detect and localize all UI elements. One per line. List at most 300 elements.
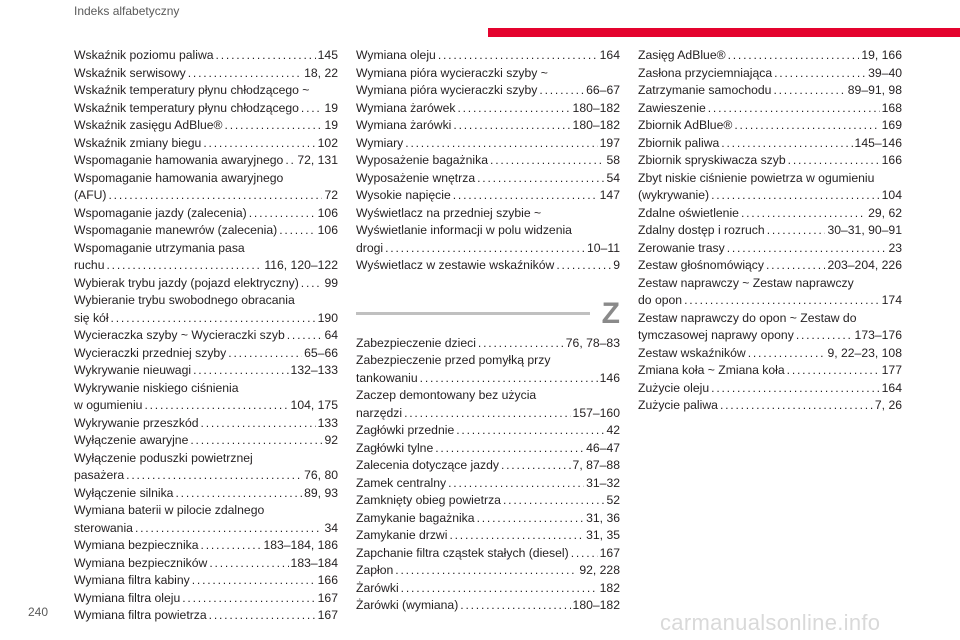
index-entry-page-ref: 46–47 bbox=[586, 440, 620, 455]
index-entry-page-ref: 180–182 bbox=[572, 118, 620, 132]
index-entry-page-ref: 169 bbox=[881, 118, 902, 132]
index-entry-term: Wspomaganie hamowania awaryjnego bbox=[74, 153, 284, 167]
index-entry-term: Zestaw naprawczy ~ Zestaw naprawczy bbox=[638, 275, 854, 290]
index-entry bbox=[638, 117, 902, 135]
index-entry-line bbox=[356, 527, 620, 545]
index-entry bbox=[74, 537, 338, 555]
index-entry-line bbox=[356, 352, 620, 370]
index-entry-line bbox=[356, 545, 620, 563]
index-entry-term: Wymiana baterii w pilocie zdalnego bbox=[74, 503, 265, 517]
index-entry-term: Zaczep demontowany bez użycia bbox=[356, 388, 537, 402]
index-entry-page-ref: 180–182 bbox=[572, 100, 620, 115]
index-entry-term: Wspomaganie jazdy (zalecenia) bbox=[74, 205, 247, 220]
index-entry-page-ref: 7, 26 bbox=[874, 398, 902, 412]
index-entry-term: Zużycie paliwa bbox=[638, 398, 718, 412]
index-entry bbox=[74, 432, 338, 450]
index-entry-page-ref: 92 bbox=[324, 433, 338, 447]
index-entry-page-ref: 19, 166 bbox=[861, 48, 902, 62]
index-entry bbox=[638, 82, 902, 100]
index-entry bbox=[74, 380, 338, 415]
index-entry-term: Wskaźnik zasięgu AdBlue® bbox=[74, 118, 223, 132]
dot-leader bbox=[728, 47, 860, 65]
index-entry bbox=[74, 100, 338, 118]
dot-leader bbox=[503, 492, 604, 510]
dot-leader bbox=[478, 335, 564, 353]
index-entry bbox=[74, 47, 338, 65]
index-entry-page-ref: 89, 93 bbox=[304, 485, 338, 500]
index-entry-line bbox=[356, 117, 620, 135]
index-entry bbox=[356, 170, 620, 188]
index-entry-term: Zagłówki tylne bbox=[356, 440, 434, 455]
index-entry-line bbox=[638, 345, 902, 363]
index-entry bbox=[638, 275, 902, 310]
section-divider-z bbox=[356, 297, 620, 331]
dot-leader bbox=[287, 327, 323, 345]
dot-leader bbox=[734, 117, 879, 135]
index-entry bbox=[356, 187, 620, 205]
index-entry-line bbox=[638, 47, 902, 65]
dot-leader bbox=[203, 135, 315, 153]
index-entry-term: Zasięg AdBlue® bbox=[638, 48, 726, 62]
index-entry-page-ref: 166 bbox=[317, 573, 338, 587]
header-accent-bar bbox=[488, 28, 960, 37]
index-entry-term: Zatrzymanie samochodu bbox=[638, 83, 772, 97]
index-entry-line bbox=[356, 47, 620, 65]
dot-leader bbox=[796, 327, 853, 345]
index-column-2 bbox=[356, 47, 620, 615]
index-entry-page-ref: 31, 36 bbox=[586, 510, 620, 525]
index-entry-term: Zamykanie drzwi bbox=[356, 528, 448, 542]
index-entry-term: Zestaw wskaźników bbox=[638, 345, 746, 360]
index-entry bbox=[638, 310, 902, 345]
index-entry-line bbox=[638, 292, 902, 310]
index-entry-line bbox=[638, 135, 902, 153]
index-entry bbox=[356, 457, 620, 475]
dot-leader bbox=[188, 65, 302, 83]
index-entry-line bbox=[638, 222, 902, 240]
index-entry-line bbox=[356, 422, 620, 440]
index-entry-page-ref: 29, 62 bbox=[868, 205, 902, 220]
index-entry bbox=[74, 362, 338, 380]
index-entry-page-ref: 132–133 bbox=[290, 363, 338, 377]
dot-leader bbox=[449, 527, 584, 545]
index-entry bbox=[356, 545, 620, 563]
index-entry bbox=[74, 607, 338, 625]
index-entry-page-ref: 58 bbox=[606, 153, 620, 167]
index-entry-line bbox=[356, 457, 620, 475]
index-entry-line bbox=[74, 152, 338, 170]
index-entry bbox=[638, 65, 902, 83]
index-entry-page-ref: 23 bbox=[888, 240, 902, 255]
index-entry bbox=[74, 222, 338, 240]
index-entry bbox=[74, 152, 338, 170]
index-entry-page-ref: 66–67 bbox=[586, 83, 620, 97]
dot-leader bbox=[456, 422, 604, 440]
index-entry-line bbox=[74, 485, 338, 503]
index-entry-page-ref: 197 bbox=[599, 135, 620, 150]
dot-leader bbox=[748, 345, 826, 363]
dot-leader bbox=[708, 100, 880, 118]
index-entry-line bbox=[356, 440, 620, 458]
index-entry-term: sterowania bbox=[74, 520, 133, 535]
index-entry-term: narzędzi bbox=[356, 405, 403, 420]
index-entry bbox=[74, 327, 338, 345]
dot-leader bbox=[201, 415, 316, 433]
dot-leader bbox=[727, 240, 887, 258]
index-entry-term: Wysokie napięcie bbox=[356, 188, 451, 202]
dot-leader bbox=[788, 152, 880, 170]
index-entry bbox=[74, 240, 338, 275]
dot-leader bbox=[571, 545, 598, 563]
index-entry-term: Wymiana pióra wycieraczki szyby ~ bbox=[356, 65, 548, 80]
index-entry-page-ref: 76, 80 bbox=[304, 468, 338, 482]
index-entry-line bbox=[74, 345, 338, 363]
dot-leader bbox=[175, 485, 302, 503]
dot-leader bbox=[395, 562, 577, 580]
index-entry-line bbox=[74, 100, 338, 118]
index-entry-page-ref: 177 bbox=[881, 363, 902, 377]
index-entry-line bbox=[356, 240, 620, 258]
index-entry bbox=[638, 135, 902, 153]
index-entry-line bbox=[356, 475, 620, 493]
index-entry bbox=[74, 82, 338, 100]
dot-leader bbox=[774, 65, 866, 83]
index-entry bbox=[74, 415, 338, 433]
index-entry bbox=[74, 170, 338, 205]
index-entry-line bbox=[638, 82, 902, 100]
index-entry bbox=[638, 380, 902, 398]
index-entry-line bbox=[356, 82, 620, 100]
index-entry-term: Wskaźnik serwisowy bbox=[74, 65, 186, 80]
index-entry-page-ref: 39–40 bbox=[868, 65, 902, 80]
index-entry-page-ref: 19 bbox=[324, 100, 338, 115]
index-entry-term: Zbiornik spryskiwacza szyb bbox=[638, 153, 786, 167]
dot-leader bbox=[490, 152, 604, 170]
index-entry-term: (AFU) bbox=[74, 188, 107, 202]
index-entry-line bbox=[356, 135, 620, 153]
index-entry-line bbox=[638, 205, 902, 223]
index-entry-term: Zabezpieczenie przed pomyłką przy bbox=[356, 353, 551, 367]
index-entry-line bbox=[74, 240, 338, 258]
dot-leader bbox=[477, 510, 585, 528]
index-entry bbox=[74, 117, 338, 135]
dot-leader bbox=[216, 47, 316, 65]
index-entry-term: Wyświetlacz w zestawie wskaźników bbox=[356, 258, 555, 272]
index-entry-term: Wyświetlacz na przedniej szybie ~ bbox=[356, 205, 542, 220]
index-entry bbox=[356, 222, 620, 257]
index-entry-page-ref: 106 bbox=[317, 223, 338, 237]
index-entry-page-ref: 89–91, 98 bbox=[847, 83, 902, 97]
index-entry-page-ref: 34 bbox=[324, 520, 338, 535]
index-entry-term: Wycieraczka szyby ~ Wycieraczki szyb bbox=[74, 328, 285, 342]
dot-leader bbox=[539, 82, 584, 100]
index-entry-line bbox=[356, 152, 620, 170]
dot-leader bbox=[477, 170, 604, 188]
dot-leader bbox=[453, 117, 570, 135]
index-entry-line bbox=[638, 187, 902, 205]
index-entry-line bbox=[356, 335, 620, 353]
watermark-text: carmanualsonline.info bbox=[660, 610, 881, 635]
index-entry bbox=[638, 362, 902, 380]
index-entry-page-ref: 52 bbox=[606, 493, 620, 507]
index-entry-term: Wymiana oleju bbox=[356, 48, 436, 62]
index-entry-page-ref: 18, 22 bbox=[304, 65, 338, 80]
index-entry-line bbox=[74, 65, 338, 83]
index-entry-term: Zdalny dostęp i rozruch bbox=[638, 223, 765, 237]
index-entry-term: Wykrywanie nieuwagi bbox=[74, 363, 192, 377]
index-entry-line bbox=[74, 590, 338, 608]
index-entry-term: Zasłona przyciemniająca bbox=[638, 65, 773, 80]
index-entry-line bbox=[74, 47, 338, 65]
index-entry-line bbox=[74, 117, 338, 135]
index-entry-term: Zmiana koła ~ Zmiana koła bbox=[638, 363, 785, 377]
dot-leader bbox=[453, 187, 598, 205]
index-entry-page-ref: 65–66 bbox=[304, 345, 338, 360]
dot-leader bbox=[126, 467, 302, 485]
index-entry-line bbox=[74, 205, 338, 223]
dot-leader bbox=[385, 240, 585, 258]
index-entry-term: Zawieszenie bbox=[638, 100, 706, 115]
index-entry-line bbox=[74, 135, 338, 153]
index-entry-page-ref: 64 bbox=[324, 328, 338, 342]
index-entry-term: Wymiary bbox=[356, 135, 404, 150]
index-entry-term: Zagłówki przednie bbox=[356, 423, 455, 437]
index-entry bbox=[356, 527, 620, 545]
index-entry bbox=[356, 135, 620, 153]
dot-leader bbox=[111, 310, 316, 328]
index-entry-line bbox=[356, 510, 620, 528]
index-entry bbox=[74, 572, 338, 590]
index-entry-term: drogi bbox=[356, 240, 384, 255]
index-entry-line bbox=[356, 580, 620, 598]
index-entry-line bbox=[356, 405, 620, 423]
page-header-title: Indeks alfabetyczny bbox=[74, 4, 180, 18]
index-entry bbox=[356, 352, 620, 387]
index-entry bbox=[74, 205, 338, 223]
index-entry bbox=[356, 440, 620, 458]
dot-leader bbox=[249, 205, 316, 223]
dot-leader bbox=[279, 222, 315, 240]
index-entry bbox=[638, 345, 902, 363]
index-entry-term: Wymiana pióra wycieraczki szyby bbox=[356, 83, 538, 97]
index-entry bbox=[356, 65, 620, 83]
index-entry-page-ref: 133 bbox=[317, 415, 338, 430]
index-entry-line bbox=[356, 562, 620, 580]
index-entry-line bbox=[74, 572, 338, 590]
index-entry-term: Zamykanie bagażnika bbox=[356, 510, 475, 525]
dot-leader bbox=[192, 572, 316, 590]
index-entry bbox=[638, 47, 902, 65]
index-entry bbox=[356, 422, 620, 440]
dot-leader bbox=[720, 397, 873, 415]
index-entry-term: się kół bbox=[74, 310, 109, 325]
index-entry-term: Zamek centralny bbox=[356, 475, 447, 490]
index-entry-page-ref: 76, 78–83 bbox=[565, 335, 620, 350]
dot-leader bbox=[711, 187, 880, 205]
index-entry-term: tankowaniu bbox=[356, 370, 418, 385]
index-entry-term: Zużycie oleju bbox=[638, 380, 710, 395]
dot-leader bbox=[228, 345, 302, 363]
index-entry bbox=[638, 170, 902, 205]
index-entry-page-ref: 167 bbox=[317, 608, 338, 622]
index-entry-line bbox=[356, 65, 620, 83]
section-letter: Z bbox=[601, 296, 620, 330]
index-entry bbox=[74, 345, 338, 363]
index-entry-line bbox=[74, 467, 338, 485]
page-number: 240 bbox=[28, 605, 49, 619]
index-entry-page-ref: 157–160 bbox=[572, 405, 620, 420]
index-entry bbox=[356, 492, 620, 510]
index-entry-line bbox=[74, 607, 338, 625]
index-entry bbox=[638, 100, 902, 118]
dot-leader bbox=[684, 292, 880, 310]
index-entry-term: Wymiana filtra powietrza bbox=[74, 608, 207, 622]
dot-leader bbox=[787, 362, 880, 380]
index-entry bbox=[356, 100, 620, 118]
index-entry-line bbox=[74, 170, 338, 188]
dot-leader bbox=[773, 82, 845, 100]
index-entry-page-ref: 10–11 bbox=[587, 240, 620, 255]
index-entry bbox=[638, 397, 902, 415]
index-entry-line bbox=[74, 450, 338, 468]
index-entry-term: Wykrywanie niskiego ciśnienia bbox=[74, 380, 239, 395]
index-entry-line bbox=[356, 100, 620, 118]
index-entry-page-ref: 9, 22–23, 108 bbox=[827, 345, 902, 360]
index-group-w-continued bbox=[356, 47, 620, 275]
index-entry bbox=[74, 135, 338, 153]
index-entry bbox=[356, 387, 620, 422]
index-entry-line bbox=[356, 222, 620, 240]
index-entry bbox=[74, 590, 338, 608]
index-entry-line bbox=[638, 327, 902, 345]
index-entry-page-ref: 31, 35 bbox=[586, 528, 620, 542]
index-entry-page-ref: 104 bbox=[881, 188, 902, 202]
dot-leader bbox=[401, 580, 598, 598]
index-entry-page-ref: 102 bbox=[317, 135, 338, 150]
index-entry-page-ref: 168 bbox=[881, 100, 902, 115]
index-entry-page-ref: 190 bbox=[317, 310, 338, 325]
index-entry-line bbox=[74, 502, 338, 520]
index-entry-term: Wspomaganie hamowania awaryjnego bbox=[74, 170, 284, 185]
index-entry-term: Wymiana filtra kabiny bbox=[74, 573, 190, 587]
index-entry-page-ref: 54 bbox=[606, 170, 620, 185]
index-entry bbox=[356, 205, 620, 223]
index-entry-line bbox=[638, 240, 902, 258]
index-entry bbox=[356, 562, 620, 580]
index-entry-line bbox=[74, 520, 338, 538]
index-entry bbox=[356, 257, 620, 275]
index-entry-page-ref: 30–31, 90–91 bbox=[827, 223, 902, 237]
index-entry bbox=[356, 152, 620, 170]
index-entry-page-ref: 180–182 bbox=[572, 598, 620, 612]
dot-leader bbox=[193, 362, 288, 380]
index-entry-page-ref: 203–204, 226 bbox=[827, 258, 902, 272]
index-entry-term: (wykrywanie) bbox=[638, 188, 710, 202]
index-entry-term: Wykrywanie przeszkód bbox=[74, 415, 199, 430]
index-entry-term: Żarówki bbox=[356, 580, 399, 595]
dot-leader bbox=[301, 100, 323, 118]
index-entry-term: Zbiornik AdBlue® bbox=[638, 118, 733, 132]
index-entry-line bbox=[638, 362, 902, 380]
index-entry-term: Zerowanie trasy bbox=[638, 240, 725, 255]
index-entry bbox=[638, 222, 902, 240]
index-entry-line bbox=[74, 555, 338, 573]
index-entry-line bbox=[356, 370, 620, 388]
dot-leader bbox=[420, 370, 598, 388]
index-entry-page-ref: 19 bbox=[324, 118, 338, 132]
dot-leader bbox=[201, 537, 262, 555]
index-entry-line bbox=[74, 397, 338, 415]
dot-leader bbox=[209, 607, 316, 625]
dot-leader bbox=[285, 152, 295, 170]
index-entry-term: Wyposażenie bagażnika bbox=[356, 153, 489, 167]
index-entry-line bbox=[638, 117, 902, 135]
index-entry bbox=[638, 152, 902, 170]
index-entry bbox=[638, 257, 902, 275]
index-entry-line bbox=[74, 380, 338, 398]
index-entry-term: Wyłączenie silnika bbox=[74, 485, 174, 500]
index-entry-page-ref: 31–32 bbox=[586, 475, 620, 490]
index-entry-page-ref: 9 bbox=[613, 258, 620, 272]
index-entry bbox=[74, 275, 338, 293]
index-entry-term: Wskaźnik temperatury płynu chłodzącego bbox=[74, 100, 299, 115]
index-entry-line bbox=[638, 65, 902, 83]
index-entry bbox=[356, 475, 620, 493]
index-entry-term: Wymiana bezpieczników bbox=[74, 555, 208, 570]
index-entry-line bbox=[74, 292, 338, 310]
index-entry-term: pasażera bbox=[74, 468, 125, 482]
index-entry-line bbox=[74, 275, 338, 293]
index-entry bbox=[74, 450, 338, 485]
index-entry-term: Zestaw naprawczy do opon ~ Zestaw do bbox=[638, 310, 857, 325]
index-entry bbox=[356, 117, 620, 135]
index-entry bbox=[356, 335, 620, 353]
dot-leader bbox=[457, 100, 570, 118]
index-entry-term: Wspomaganie utrzymania pasa bbox=[74, 240, 245, 255]
index-entry-line bbox=[74, 537, 338, 555]
index-entry bbox=[356, 580, 620, 598]
index-entry-page-ref: 164 bbox=[599, 48, 620, 62]
index-entry-page-ref: 164 bbox=[881, 380, 902, 395]
index-entry-term: Wymiana filtra oleju bbox=[74, 590, 181, 605]
index-entry bbox=[638, 240, 902, 258]
dot-leader bbox=[135, 520, 322, 538]
index-entry-line bbox=[638, 100, 902, 118]
index-entry-term: Żarówki (wymiana) bbox=[356, 598, 459, 612]
index-entry-page-ref: 7, 87–88 bbox=[572, 458, 620, 472]
index-entry-page-ref: 145–146 bbox=[854, 135, 902, 150]
index-entry bbox=[74, 502, 338, 537]
index-column-1 bbox=[74, 47, 338, 625]
dot-leader bbox=[711, 380, 880, 398]
dot-leader bbox=[404, 405, 570, 423]
dot-leader bbox=[107, 257, 263, 275]
dot-leader bbox=[767, 222, 826, 240]
index-entry-term: Wyłączenie awaryjne bbox=[74, 433, 189, 447]
index-entry-line bbox=[356, 597, 620, 615]
index-entry-line bbox=[74, 310, 338, 328]
index-entry-page-ref: 106 bbox=[317, 205, 338, 220]
index-entry-page-ref: 167 bbox=[317, 590, 338, 605]
index-entry-term: do opon bbox=[638, 293, 683, 307]
index-entry-term: Wyświetlanie informacji w polu widzenia bbox=[356, 223, 572, 237]
index-entry-line bbox=[356, 387, 620, 405]
index-entry-page-ref: 92, 228 bbox=[579, 563, 620, 577]
dot-leader bbox=[438, 47, 598, 65]
index-entry-line bbox=[638, 275, 902, 293]
dot-leader bbox=[741, 205, 866, 223]
index-entry-page-ref: 174 bbox=[881, 293, 902, 307]
